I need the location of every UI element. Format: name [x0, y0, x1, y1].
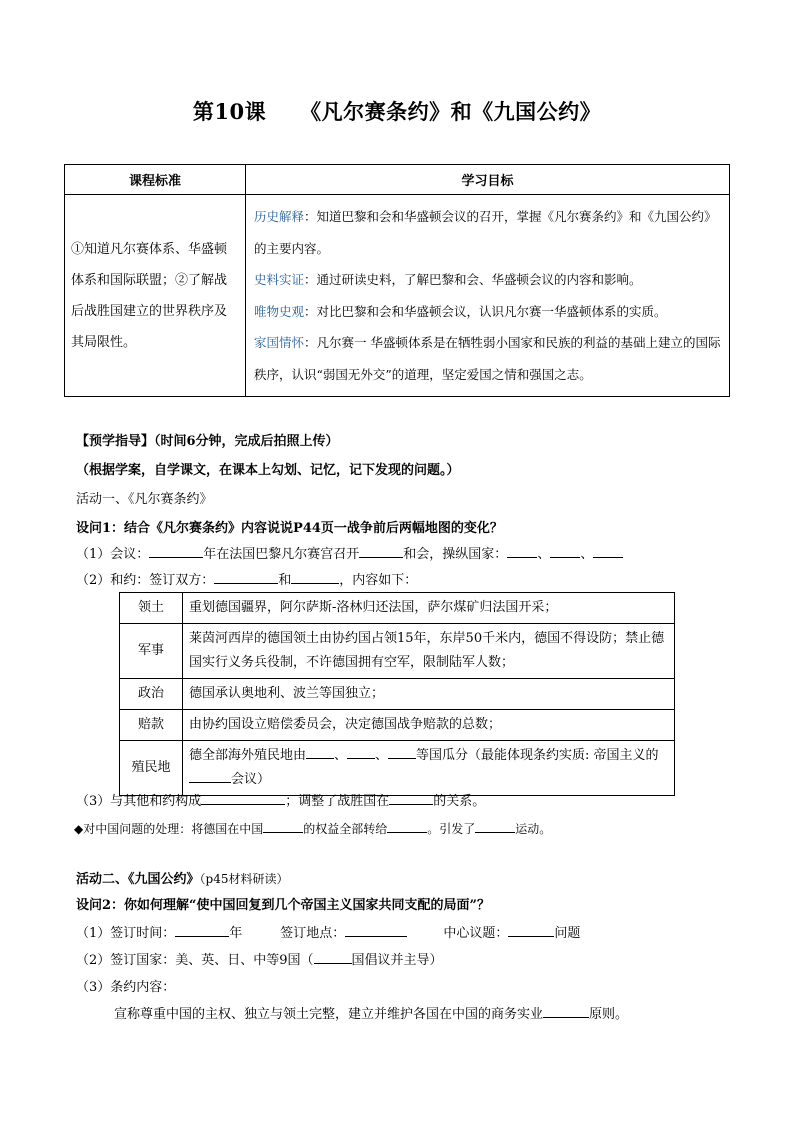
a2-q3: （3）条约内容： [76, 980, 176, 995]
treaty-table [119, 592, 675, 796]
blank-country[interactable] [550, 543, 580, 558]
row-key: 政治 [120, 679, 183, 710]
activity2-title-text: 活动二、《九国公约》 [76, 872, 200, 887]
preview-heading-note: （时间6分钟，完成后拍照上传） [154, 434, 339, 449]
blank-country[interactable] [347, 744, 375, 759]
blank-system[interactable] [201, 790, 285, 805]
lesson-number: 第10课 [192, 99, 267, 124]
page-title [0, 96, 794, 126]
q2-label: （2）和约：签订双方： [76, 573, 215, 588]
a2-q3-content [114, 1003, 628, 1022]
china-text2: 的权益全部转给 [303, 822, 388, 836]
q1-year: 年 [229, 926, 243, 941]
blank-country[interactable] [593, 543, 623, 558]
table-row [120, 624, 675, 679]
q1-label: （1）会议： [76, 547, 150, 562]
blank-country[interactable] [387, 818, 427, 833]
table-row [120, 679, 675, 710]
a1-q3 [76, 790, 485, 809]
q2-text: 国倡议并主导） [351, 953, 443, 968]
goal-text: ：凡尔赛一 华盛顿体系是在牺牲弱小国家和民族的利益的基础上建立的国际秩序，认识“弱国无外交”的道理，坚定爱国之情和强国之志。 [254, 335, 721, 382]
goal-tag: 唯物史观 [254, 303, 305, 319]
a1-q1 [76, 543, 623, 562]
table-row [120, 741, 675, 796]
blank-meeting[interactable] [189, 768, 231, 783]
blank-place[interactable] [345, 922, 407, 937]
china-text3: 。引发了 [427, 822, 476, 836]
row-value: 重划德国疆界，阿尔萨斯-洛林归还法国，萨尔煤矿归法国开采； [183, 593, 675, 624]
q3-text: ；调整了战胜国在 [285, 794, 390, 809]
question-text: 你如何理解“使中国回复到几个帝国主义国家共同支配的局面”？ [124, 898, 491, 913]
a2-q1 [76, 922, 580, 941]
blank-party[interactable] [291, 569, 339, 584]
sep: 、 [375, 748, 389, 763]
colony-text2: 等国瓜分（最能体现条约实质: 帝国主义的 [416, 748, 659, 763]
goal-text: ：通过研读史料，了解巴黎和会、华盛顿会议的内容和影响。 [304, 272, 642, 287]
standard-text: ①知道凡尔赛体系、华盛顿体系和国际联盟；②了解战后战胜国建立的世界秩序及其局限性。 [65, 195, 246, 397]
q3-label: （3）与其他和约构成 [76, 794, 202, 809]
q2-and: 和 [278, 573, 292, 588]
row-value [183, 741, 675, 796]
sep: 、 [580, 547, 594, 562]
question-label: 设问1： [76, 521, 125, 536]
preview-instruction: （根据学案，自学课文，在课本上勾划、记忆，记下发现的问题。） [76, 463, 460, 478]
blank-party[interactable] [214, 569, 278, 584]
blank-year[interactable] [175, 922, 229, 937]
goal-text: ：对比巴黎和会和华盛顿会议，认识凡尔赛一华盛顿体系的实质。 [304, 303, 667, 319]
q1-text2: 和会，操纵国家： [403, 547, 508, 562]
sep: 、 [537, 547, 551, 562]
row-value: 莱茵河西岸的德国领土由协约国占领15年，东岸50千米内，德国不得设防；禁止德国实行义务兵役制，不许德国拥有空军，限制陆军人数； [183, 624, 675, 679]
row-key: 赔款 [120, 710, 183, 741]
goal-item [254, 264, 721, 296]
goal-tag: 史料实证 [254, 272, 305, 287]
question-text: 结合《凡尔赛条约》内容说说P44页一战争前后两幅地图的变化？ [124, 521, 503, 536]
goal-item [254, 296, 721, 328]
a1-q2 [76, 569, 417, 588]
q1-text: 年在法国巴黎凡尔赛宫召开 [203, 547, 360, 562]
blank-country[interactable] [314, 949, 352, 964]
activity1-title: 活动一、《凡尔赛条约》 [76, 492, 213, 507]
q1-label: （1）签订时间： [76, 926, 176, 941]
q1-topic-suffix: 问题 [554, 926, 581, 941]
blank-year[interactable] [149, 543, 203, 558]
row-key: 殖民地 [120, 741, 183, 796]
goal-item [254, 201, 721, 264]
blank-topic[interactable] [508, 922, 554, 937]
goals-cell [246, 195, 730, 397]
blank-region[interactable] [389, 790, 433, 805]
blank-conference[interactable] [359, 543, 403, 558]
sep: 、 [334, 748, 348, 763]
curriculum-table [64, 164, 730, 397]
q1-place-label: 签订地点： [280, 926, 346, 941]
q1-topic-label: 中心议题： [443, 926, 509, 941]
table-row [120, 710, 675, 741]
q3-text: 宣称尊重中国的主权、独立与领土完整，建立并维护各国在中国的商务实业 [114, 1007, 544, 1022]
activity2-title [76, 868, 288, 887]
blank-country[interactable] [507, 543, 537, 558]
activity2-question [76, 894, 490, 913]
a2-q2 [76, 949, 443, 968]
preview-heading-label: 【预学指导】 [76, 434, 155, 449]
question-label: 设问2： [76, 898, 125, 913]
goals-header: 学习目标 [246, 165, 730, 195]
blank-country[interactable] [306, 744, 334, 759]
row-key: 领土 [120, 593, 183, 624]
q3-text2: 原则。 [589, 1007, 629, 1022]
china-text4: 运动。 [515, 822, 552, 836]
row-value: 由协约国设立赔偿委员会，决定德国战争赔款的总数； [183, 710, 675, 741]
colony-text3: 会议） [231, 772, 271, 787]
table-row [120, 593, 675, 624]
blank-country[interactable] [388, 744, 416, 759]
activity2-note: （p45材料研读） [199, 872, 289, 886]
standards-header: 课程标准 [65, 165, 246, 195]
lesson-name: 《凡尔赛条约》和《九国公约》 [300, 99, 602, 124]
row-value: 德国承认奥地利、波兰等国独立； [183, 679, 675, 710]
preview-heading [76, 430, 339, 449]
colony-text: 德全部海外殖民地由 [189, 748, 307, 763]
goal-tag: 家国情怀 [254, 335, 305, 350]
china-text: ◆对中国问题的处理：将德国在中国 [74, 822, 264, 836]
row-key: 军事 [120, 624, 183, 679]
q2-text: ，内容如下： [339, 573, 418, 588]
goal-tag: 历史解释 [254, 209, 305, 224]
blank-principle[interactable] [543, 1003, 589, 1018]
q2-label: （2）签订国家：美、英、日、中等9国（ [76, 953, 314, 968]
china-issue [74, 818, 551, 837]
blank-place[interactable] [263, 818, 303, 833]
q3-text2: 的关系。 [433, 794, 486, 809]
blank-movement[interactable] [475, 818, 515, 833]
activity1-question [76, 517, 503, 536]
goal-item [254, 327, 721, 390]
goal-text: ：知道巴黎和会和华盛顿会议的召开，掌握《凡尔赛条约》和《九国公约》的主要内容。 [254, 209, 717, 256]
